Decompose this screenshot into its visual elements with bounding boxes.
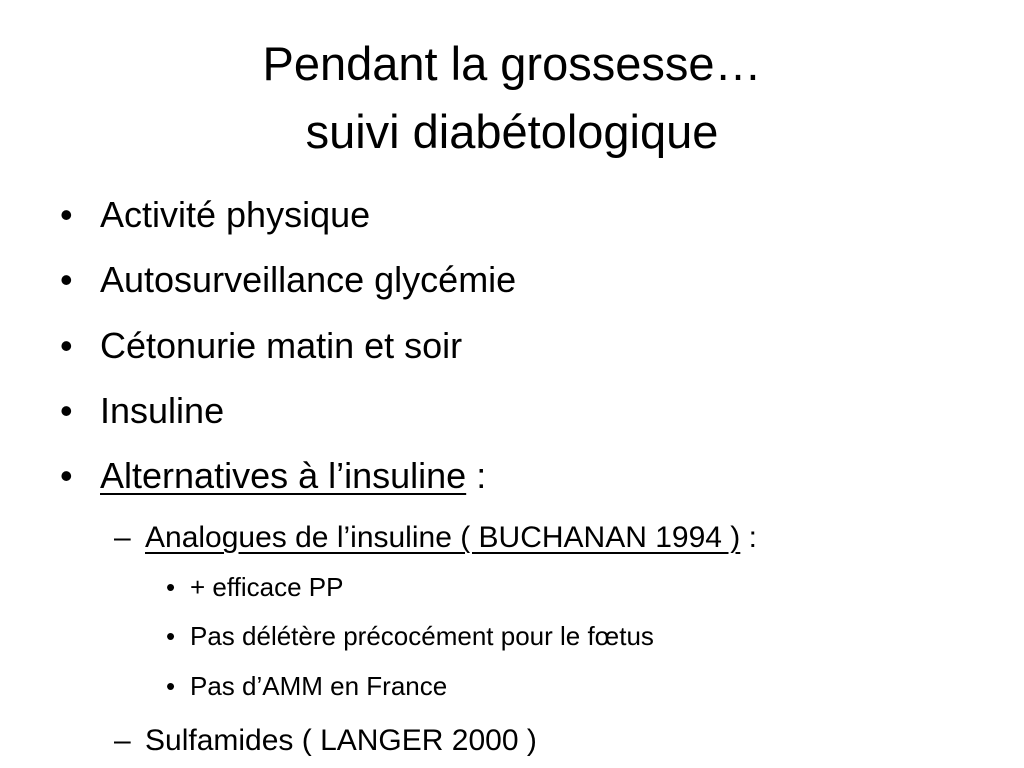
bullet-item-alternatives [60, 455, 73, 496]
sub-text-analogues [145, 523, 757, 553]
bullet-text-cetonurie: Cétonurie matin et soir [100, 325, 463, 366]
bullet-marker: • [60, 259, 73, 300]
bullet-marker: • [166, 671, 176, 701]
bullet-text-autosurveillance: Autosurveillance glycémie [100, 259, 517, 300]
dash-marker: – [114, 521, 131, 554]
bullet-marker: • [166, 572, 176, 602]
bullet-marker: • [166, 621, 176, 651]
alternatives-link[interactable]: Alternatives à l’insuline [100, 455, 467, 496]
bullet-text-alternatives [100, 455, 487, 496]
subsub-text-amm: Pas d’AMM en France [190, 671, 448, 701]
sub-item-analogues [114, 523, 131, 553]
bullet-item-insuline [60, 390, 73, 431]
bullet-marker: • [60, 390, 73, 431]
bullet-marker: • [60, 194, 73, 235]
sub-item-sulfamides [114, 726, 131, 756]
analogues-link[interactable]: Analogues de l’insuline ( BUCHANAN 1994 ) [145, 521, 741, 554]
subsub-item-efficace [166, 574, 175, 600]
sub-text-sulfamides: Sulfamides ( LANGER 2000 ) [145, 724, 537, 757]
bullet-item-activite [60, 194, 73, 235]
subsub-item-deletere [166, 623, 175, 649]
subsub-item-amm [166, 673, 175, 699]
bullet-item-cetonurie [60, 325, 73, 366]
subsub-text-deletere: Pas délétère précocément pour le fœtus [190, 621, 654, 651]
bullet-marker: • [60, 325, 73, 366]
bullet-text-activite: Activité physique [100, 194, 371, 235]
alternatives-suffix: : [466, 455, 487, 496]
slide-title-line-1: Pendant la grossesse… [262, 37, 762, 90]
bullet-item-autosurveillance [60, 259, 73, 300]
subsub-text-efficace: + efficace PP [190, 572, 344, 602]
slide-title-line-2: suivi diabétologique [305, 105, 719, 158]
analogues-suffix: : [740, 521, 757, 554]
dash-marker: – [114, 724, 131, 757]
bullet-marker: • [60, 455, 73, 496]
bullet-text-insuline: Insuline [100, 390, 225, 431]
